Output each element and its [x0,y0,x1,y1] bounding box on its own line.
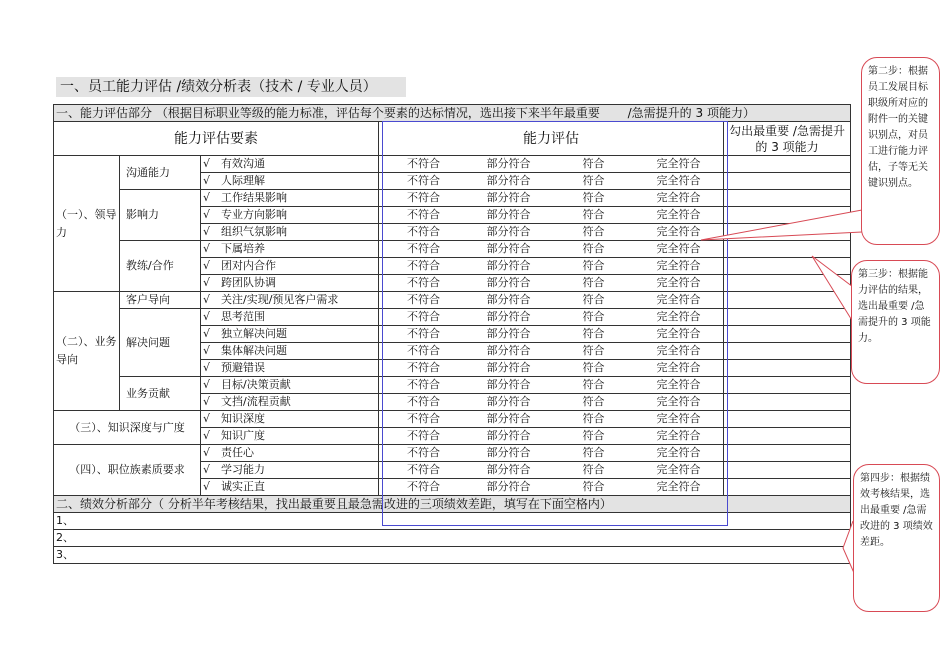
element-item-label: 工作结果影响 [221,191,287,204]
check-mark: √ [203,446,211,459]
check-mark: √ [203,242,211,255]
rating-option[interactable]: 符合 [582,208,605,221]
rating-option[interactable]: 不符合 [407,395,440,408]
rating-option[interactable]: 部分符合 [486,293,531,306]
rating-option[interactable]: 不符合 [407,174,440,187]
check-mark: √ [203,378,211,391]
rating-option[interactable]: 完全符合 [656,293,701,306]
rating-option[interactable]: 不符合 [407,344,440,357]
category-label: （四）、职位族素质要求 [54,445,201,496]
check-mark: √ [203,361,211,374]
rating-option[interactable]: 部分符合 [486,276,531,289]
check-mark: √ [203,174,211,187]
rating-option[interactable]: 部分符合 [486,157,531,170]
check-mark: √ [203,157,211,170]
group-label: 客户导向 [120,292,201,309]
element-item-label: 责任心 [221,446,254,459]
group-label: 业务贡献 [120,377,201,411]
rating-option[interactable]: 符合 [582,344,605,357]
rating-option[interactable]: 完全符合 [656,327,701,340]
check-mark: √ [203,208,211,221]
check-mark: √ [203,225,211,238]
element-item-label: 下属培养 [221,242,265,255]
rating-option[interactable]: 不符合 [407,361,440,374]
rating-option[interactable]: 部分符合 [486,208,531,221]
rating-option[interactable]: 不符合 [407,259,440,272]
rating-option[interactable]: 部分符合 [486,412,531,425]
rating-option[interactable]: 部分符合 [486,446,531,459]
rating-option[interactable]: 符合 [582,293,605,306]
rating-option[interactable]: 完全符合 [656,429,701,442]
element-item-label: 思考范围 [221,310,265,323]
rating-option[interactable]: 完全符合 [656,208,701,221]
element-item-label: 组织气氛影响 [221,225,287,238]
check-mark: √ [203,344,211,357]
rating-option[interactable]: 不符合 [407,310,440,323]
group-label: 影响力 [120,190,201,241]
category-label: （三）、知识深度与广度 [54,411,201,445]
element-item-label: 诚实正直 [221,480,265,493]
page-title: 一、员工能力评估 /绩效分析表（技术 / 专业人员） [56,77,406,97]
category-label: （一）、领导力 [54,156,120,292]
rating-option[interactable]: 完全符合 [656,174,701,187]
gap-input-row[interactable]: 2、 [54,530,851,547]
element-item-label: 团对内合作 [221,259,276,272]
rating-option[interactable]: 不符合 [407,242,440,255]
rating-option[interactable]: 完全符合 [656,463,701,476]
check-mark: √ [203,395,211,408]
check-mark: √ [203,327,211,340]
rating-option[interactable]: 不符合 [407,446,440,459]
rating-option[interactable]: 部分符合 [486,310,531,323]
rating-option[interactable]: 符合 [582,157,605,170]
rating-option[interactable]: 不符合 [407,293,440,306]
rating-option[interactable]: 部分符合 [486,225,531,238]
rating-option[interactable]: 符合 [582,378,605,391]
element-item-label: 跨团队协调 [221,276,276,289]
rating-option[interactable]: 完全符合 [656,378,701,391]
rating-option[interactable]: 完全符合 [656,242,701,255]
check-mark: √ [203,463,211,476]
rating-option[interactable]: 完全符合 [656,480,701,493]
category-label: （二）、业务导向 [54,292,120,411]
rating-option[interactable]: 完全符合 [656,157,701,170]
rating-option[interactable]: 符合 [582,276,605,289]
rating-option[interactable]: 完全符合 [656,191,701,204]
rating-option[interactable]: 不符合 [407,480,440,493]
element-item-label: 关注/实现/预见客户需求 [221,293,339,306]
rating-option[interactable]: 部分符合 [486,327,531,340]
rating-option[interactable]: 不符合 [407,378,440,391]
section2-title: 二、绩效分析部分（ 分析半年考核结果，找出最重要且最急需改进的三项绩效差距，填写在下面空格内） [54,496,851,513]
check-mark: √ [203,310,211,323]
rating-option[interactable]: 符合 [582,395,605,408]
callout-step-4: 第四步：根据绩效考核结果，选出最重要 /急需改进的 3 项绩效差距。 [853,464,940,612]
section1-title: 一、能力评估部分 （根据目标职业等级的能力标准，评估每个要素的达标情况，选出接下来半年最重要 /急需提升的 3 项能力） [54,105,851,122]
rating-option[interactable]: 符合 [582,446,605,459]
gap-input-row[interactable]: 3、 [54,547,851,564]
check-mark: √ [203,276,211,289]
rating-option[interactable]: 不符合 [407,191,440,204]
check-mark: √ [203,480,211,493]
rating-option[interactable]: 不符合 [407,157,440,170]
rating-option[interactable]: 部分符合 [486,191,531,204]
rating-option[interactable]: 符合 [582,480,605,493]
rating-option[interactable]: 符合 [582,242,605,255]
rating-option[interactable]: 部分符合 [486,174,531,187]
rating-option[interactable]: 完全符合 [656,276,701,289]
rating-option[interactable]: 完全符合 [656,412,701,425]
element-item-label: 目标/决策贡献 [221,378,291,391]
element-item-label: 人际理解 [221,174,265,187]
rating-option[interactable]: 符合 [582,310,605,323]
rating-option[interactable]: 符合 [582,174,605,187]
rating-option[interactable]: 不符合 [407,225,440,238]
group-label: 教练/合作 [120,241,201,292]
rating-option[interactable]: 符合 [582,259,605,272]
rating-option[interactable]: 完全符合 [656,310,701,323]
rating-option[interactable]: 完全符合 [656,361,701,374]
rating-option[interactable]: 符合 [582,463,605,476]
rating-option[interactable]: 部分符合 [486,463,531,476]
rating-option[interactable]: 符合 [582,412,605,425]
rating-option[interactable]: 不符合 [407,276,440,289]
element-item-label: 集体解决问题 [221,344,287,357]
element-item-label: 知识广度 [221,429,265,442]
rating-option[interactable]: 不符合 [407,208,440,221]
rating-option[interactable]: 符合 [582,429,605,442]
element-item-label: 有效沟通 [221,157,265,170]
header-elements: 能力评估要素 [54,122,379,156]
rating-option[interactable]: 符合 [582,225,605,238]
element-item-label: 学习能力 [221,463,265,476]
element-item-label: 专业方向影响 [221,208,287,221]
rating-option[interactable]: 不符合 [407,429,440,442]
element-item-label: 独立解决问题 [221,327,287,340]
callout-step-2: 第二步：根据员工发展目标职级所对应的附件一的关键识别点，对员工进行能力评估，子等无关键识别点。 [861,57,940,245]
rating-option[interactable]: 符合 [582,191,605,204]
rating-option[interactable]: 部分符合 [486,242,531,255]
rating-option[interactable]: 部分符合 [486,259,531,272]
rating-option[interactable]: 符合 [582,361,605,374]
rating-option[interactable]: 完全符合 [656,395,701,408]
rating-option[interactable]: 完全符合 [656,344,701,357]
rating-option[interactable]: 不符合 [407,463,440,476]
rating-option[interactable]: 不符合 [407,327,440,340]
element-item-label: 文挡/流程贡献 [221,395,291,408]
rating-option[interactable]: 部分符合 [486,395,531,408]
check-mark: √ [203,191,211,204]
callout-step-3: 第三步：根据能力评估的结果，选出最重要 /急需提升的 3 项能力。 [851,260,940,384]
gap-input-row[interactable]: 1、 [54,513,851,530]
group-label: 沟通能力 [120,156,201,190]
rating-option[interactable]: 部分符合 [486,361,531,374]
rating-option[interactable]: 完全符合 [656,446,701,459]
header-assessment: 能力评估 [379,122,724,156]
rating-option[interactable]: 不符合 [407,412,440,425]
element-item-label: 预避错误 [221,361,265,374]
group-label: 解决问题 [120,309,201,377]
rating-option[interactable]: 部分符合 [486,429,531,442]
check-mark: √ [203,259,211,272]
rating-option[interactable]: 部分符合 [486,378,531,391]
rating-option[interactable]: 部分符合 [486,480,531,493]
check-mark: √ [203,429,211,442]
check-mark: √ [203,293,211,306]
element-item-label: 知识深度 [221,412,265,425]
rating-option[interactable]: 符合 [582,327,605,340]
header-select: 勾出最重要 /急需提升的 3 项能力 [724,122,851,156]
rating-option[interactable]: 完全符合 [656,259,701,272]
rating-option[interactable]: 完全符合 [656,225,701,238]
rating-option[interactable]: 部分符合 [486,344,531,357]
check-mark: √ [203,412,211,425]
